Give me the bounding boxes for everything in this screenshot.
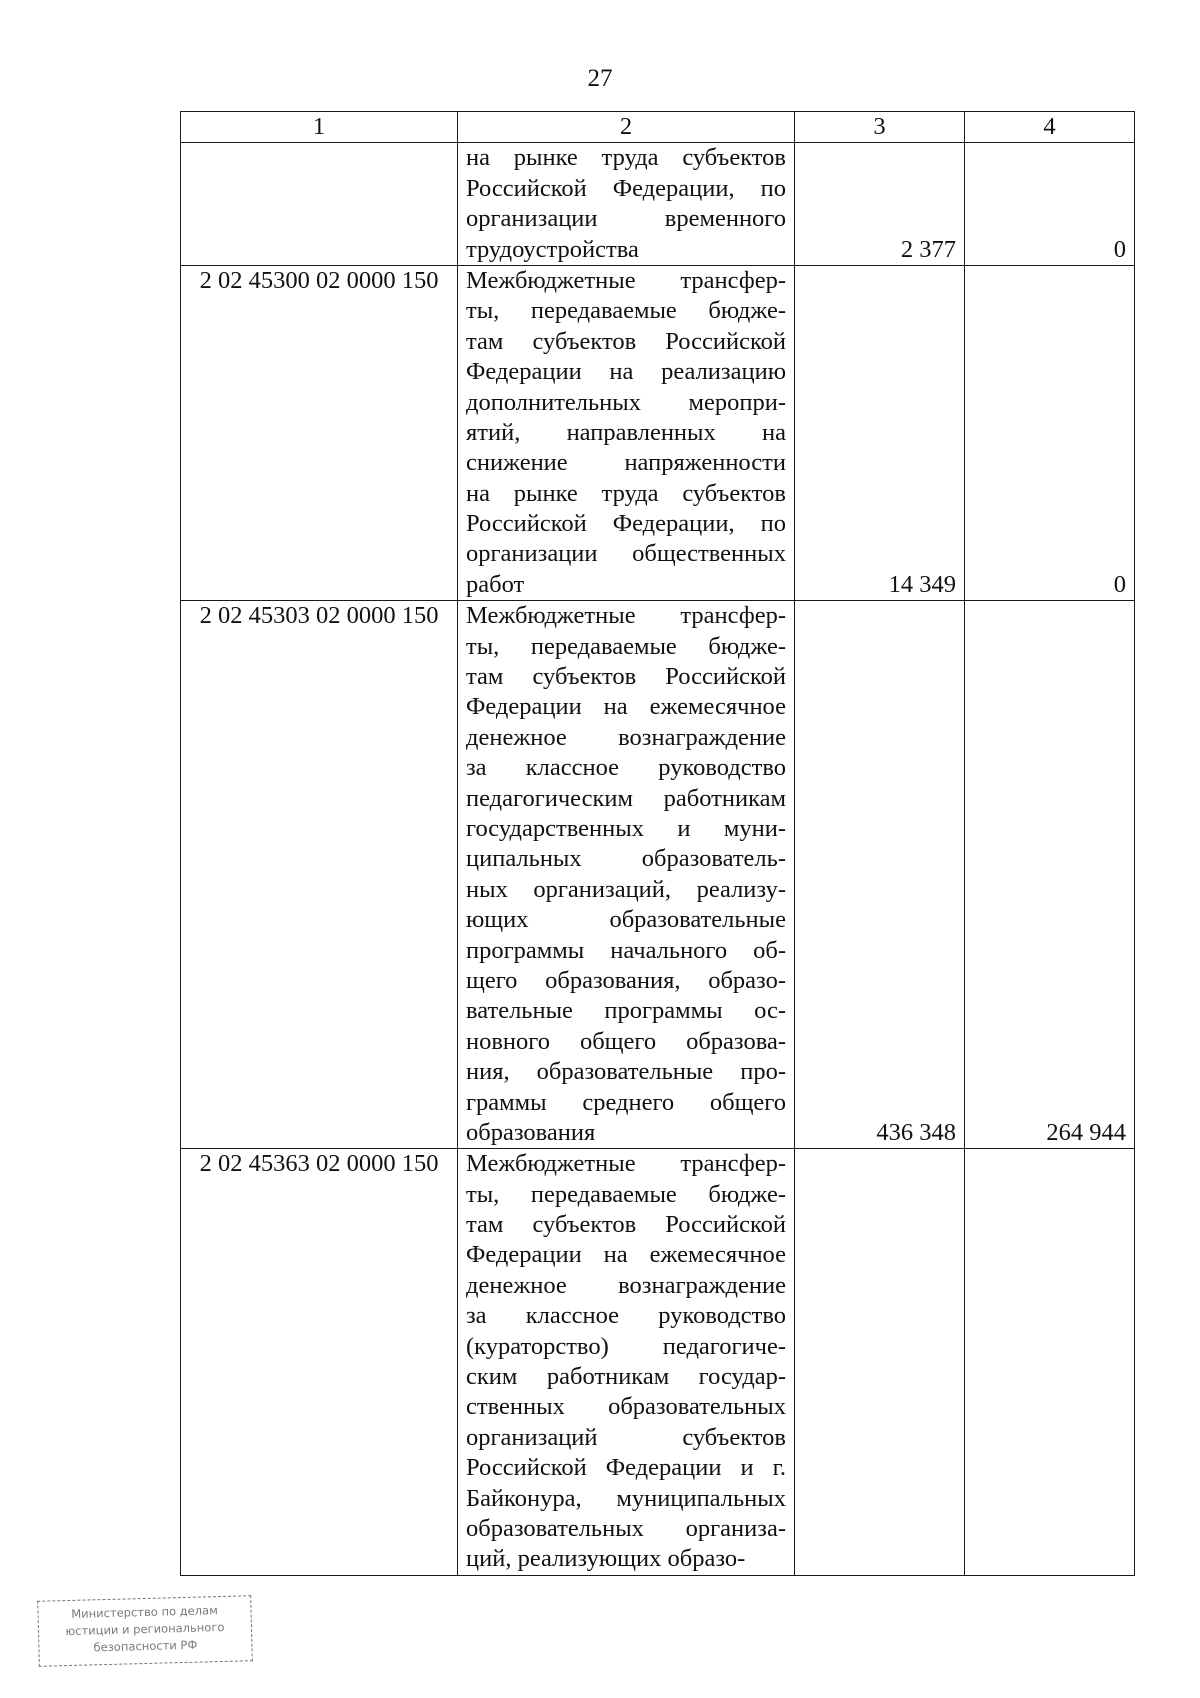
- description-line: там субъектов Российской: [466, 663, 786, 691]
- description-line: образовательных организа-: [466, 1514, 786, 1542]
- budget-code-cell: 2 02 45303 02 0000 150: [181, 601, 458, 1149]
- description-line: там субъектов Российской: [466, 327, 786, 355]
- description-line: ты, передаваемые бюдже-: [466, 632, 786, 660]
- description-line: Федерации на ежемесячное: [466, 693, 786, 721]
- description-line: ющих образовательные: [466, 906, 786, 934]
- description-line: на рынке труда субъектов: [466, 479, 786, 507]
- description-line: на рынке труда субъектов: [466, 144, 786, 172]
- description-line: ния, образовательные про-: [466, 1058, 786, 1086]
- description-line: снижение напряженности: [466, 449, 786, 477]
- description-line: педагогическим работникам: [466, 784, 786, 812]
- description-line: ных организаций, реализу-: [466, 875, 786, 903]
- description-line: денежное вознаграждение: [466, 1271, 786, 1299]
- description-line: Федерации на реализацию: [466, 358, 786, 386]
- amount-col-4-cell: [965, 1149, 1135, 1575]
- budget-code-cell: [181, 143, 458, 266]
- description-line: за классное руководство: [466, 1302, 786, 1330]
- description-line: за классное руководство: [466, 754, 786, 782]
- table-row: [181, 1149, 1135, 1575]
- budget-code-cell: 2 02 45300 02 0000 150: [181, 265, 458, 600]
- description-cell: [458, 1149, 795, 1575]
- stamp-line: безопасности РФ: [93, 1637, 198, 1655]
- amount-col-4-cell: 264 944: [965, 601, 1135, 1149]
- description-line: государственных и муни-: [466, 815, 786, 842]
- description-line: организации временного: [466, 205, 786, 233]
- description-line: ций, реализующих образо-: [466, 1545, 746, 1573]
- description-line: ты, передаваемые бюдже-: [466, 1180, 786, 1208]
- budget-code-cell: 2 02 45363 02 0000 150: [181, 1149, 458, 1575]
- amount-col-4-cell: 0: [965, 265, 1135, 600]
- description-line: щего образования, образо-: [466, 966, 786, 994]
- description-line: Российской Федерации и г.: [466, 1454, 786, 1482]
- description-line: ским работникам государ-: [466, 1363, 786, 1391]
- description-line: трудоустройства: [466, 235, 639, 263]
- description-line: дополнительных меропри-: [466, 388, 786, 416]
- description-line: ственных образовательных: [466, 1393, 786, 1421]
- page-number: 27: [587, 65, 613, 92]
- description-line: программы начального об-: [466, 936, 786, 964]
- table-row: [181, 601, 1135, 1149]
- description-line: образования: [466, 1118, 596, 1146]
- description-line: Межбюджетные трансфер-: [466, 1150, 786, 1178]
- description-line: Межбюджетные трансфер-: [466, 266, 786, 294]
- table-row: [181, 143, 1135, 266]
- description-line: Межбюджетные трансфер-: [466, 602, 786, 630]
- description-line: (кураторство) педагогиче-: [466, 1332, 786, 1360]
- amount-col-3-cell: [795, 1149, 965, 1575]
- table-row: [181, 265, 1135, 600]
- header-col-1: 1: [181, 112, 458, 143]
- description-line: Федерации на ежемесячное: [466, 1241, 786, 1269]
- stamp-line: юстиции и регионального: [65, 1619, 225, 1639]
- amount-col-3-cell: 14 349: [795, 265, 965, 600]
- amount-col-4-cell: 0: [965, 143, 1135, 266]
- description-line: вательные программы ос-: [466, 997, 786, 1025]
- registration-stamp: [37, 1595, 253, 1667]
- stamp-line: Министерство по делам: [71, 1603, 218, 1621]
- description-cell: [458, 143, 795, 266]
- header-col-3: 3: [795, 112, 965, 143]
- header-col-2: 2: [458, 112, 795, 143]
- description-line: денежное вознаграждение: [466, 723, 786, 751]
- description-line: граммы среднего общего: [466, 1088, 786, 1116]
- description-line: Байконура, муниципальных: [466, 1484, 786, 1512]
- header-col-4: 4: [965, 112, 1135, 143]
- description-line: работ: [466, 570, 525, 598]
- description-cell: [458, 265, 795, 600]
- description-line: Российской Федерации, по: [466, 510, 786, 538]
- description-line: организации общественных: [466, 540, 786, 568]
- description-line: новного общего образова-: [466, 1027, 786, 1055]
- description-line: ятий, направленных на: [466, 418, 786, 446]
- amount-col-3-cell: 2 377: [795, 143, 965, 266]
- header-row: [181, 112, 1135, 143]
- description-line: ты, передаваемые бюдже-: [466, 297, 786, 325]
- description-line: ципальных образователь-: [466, 845, 786, 873]
- budget-table: [180, 111, 1135, 1576]
- description-line: там субъектов Российской: [466, 1211, 786, 1239]
- amount-col-3-cell: 436 348: [795, 601, 965, 1149]
- description-line: Российской Федерации, по: [466, 174, 786, 202]
- description-cell: [458, 601, 795, 1149]
- description-line: организаций субъектов: [466, 1423, 786, 1451]
